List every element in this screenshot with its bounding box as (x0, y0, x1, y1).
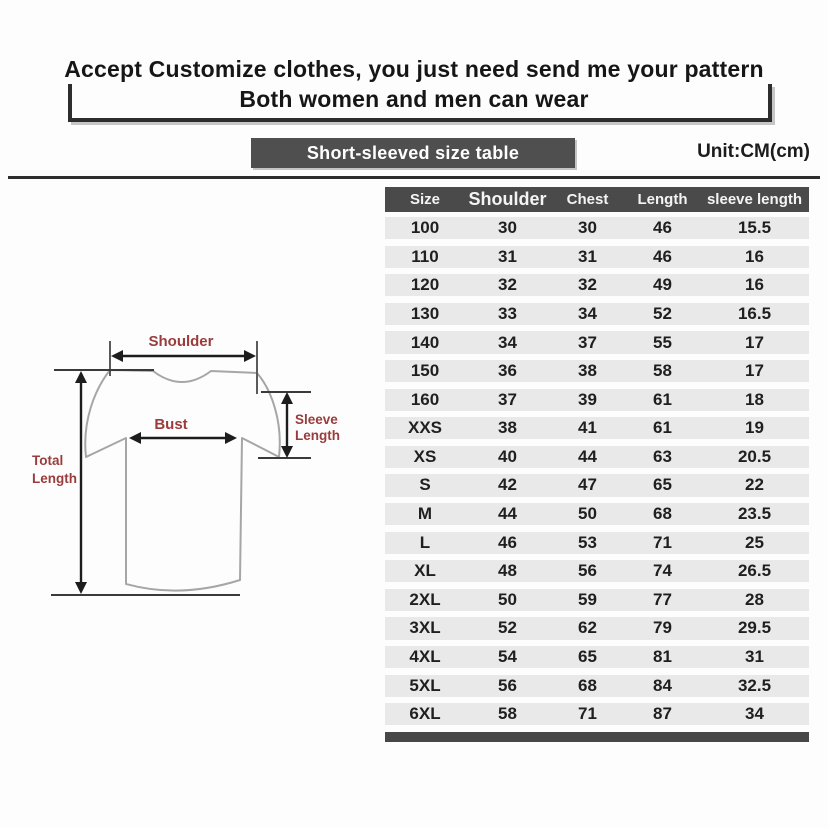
table-cell: 55 (653, 332, 672, 352)
table-cell: 28 (745, 589, 764, 609)
table-cell: 52 (653, 303, 672, 323)
table-cell: 34 (578, 303, 597, 323)
table-cell: 31 (745, 647, 764, 667)
table-cell: 34 (498, 332, 517, 352)
table-cell: 68 (578, 675, 597, 695)
table-cell: 65 (578, 647, 597, 667)
table-cell: 30 (498, 218, 517, 238)
table-row (385, 417, 809, 439)
table-cell: M (417, 504, 433, 524)
shoulder-label: Shoulder (148, 333, 214, 350)
table-row (385, 560, 809, 582)
table-cell: 22 (745, 475, 764, 495)
column-header-size: Size (409, 191, 440, 208)
column-header-chest: Chest (566, 191, 609, 208)
table-cell: 15.5 (737, 218, 772, 238)
table-cell: XS (413, 446, 437, 466)
table-cell: 31 (578, 246, 597, 266)
table-cell: 39 (578, 389, 597, 409)
table-cell: 52 (498, 618, 517, 638)
table-cell: 37 (578, 332, 597, 352)
table-cell: 74 (653, 561, 672, 581)
table-cell: 150 (410, 361, 440, 381)
table-cell: 16 (745, 246, 764, 266)
table-cell: 58 (498, 704, 517, 724)
arrowhead (281, 392, 293, 404)
column-header-sleeve-length: sleeve length (706, 191, 803, 208)
bust-label: Bust (154, 416, 188, 433)
size-table-header (385, 187, 809, 212)
table-cell: 110 (411, 246, 439, 266)
table-cell: 29.5 (737, 618, 772, 638)
table-cell: 58 (653, 361, 672, 381)
arrowhead (244, 350, 256, 362)
arrowhead (129, 432, 141, 444)
table-cell: 46 (498, 532, 517, 552)
table-cell: 61 (653, 389, 672, 409)
table-cell: 54 (498, 647, 517, 667)
arrowhead (281, 446, 293, 458)
table-cell: L (419, 532, 431, 552)
table-row (385, 360, 809, 382)
table-cell: 53 (578, 532, 597, 552)
table-cell: 50 (498, 589, 517, 609)
banner-line-2: Both women and men can wear (239, 86, 589, 112)
table-cell: 44 (498, 504, 517, 524)
table-row (385, 246, 809, 268)
table-bottom-bar (385, 732, 809, 742)
table-cell: 71 (578, 704, 597, 724)
table-cell: 50 (578, 504, 597, 524)
table-cell: 46 (653, 218, 672, 238)
table-cell: 26.5 (737, 561, 772, 581)
table-cell: 2XL (409, 589, 441, 609)
table-cell: 61 (653, 418, 672, 438)
table-cell: S (419, 475, 431, 495)
banner-frame (68, 84, 772, 122)
table-cell: XL (414, 561, 436, 581)
tshirt-outline (85, 370, 280, 591)
divider-line (8, 176, 820, 179)
arrowhead (111, 350, 123, 362)
table-cell: 44 (578, 446, 597, 466)
table-row (385, 474, 809, 496)
arrowhead (75, 582, 87, 594)
table-cell: 130 (410, 303, 440, 323)
table-row (385, 532, 809, 554)
table-cell: 34 (745, 704, 764, 724)
table-cell: 71 (653, 532, 672, 552)
table-cell: 87 (653, 704, 672, 724)
table-cell: 5XL (409, 675, 441, 695)
table-cell: 25 (745, 532, 764, 552)
table-cell: 40 (498, 446, 517, 466)
sleeve-length-label-line1: Sleeve (295, 412, 338, 427)
table-cell: 6XL (409, 704, 441, 724)
table-row (385, 617, 809, 639)
arrowhead (225, 432, 237, 444)
table-cell: 65 (653, 475, 672, 495)
table-cell: 18 (745, 389, 764, 409)
table-cell: XXS (407, 418, 443, 438)
banner-line-1: Accept Customize clothes, you just need send me your pattern (64, 56, 764, 82)
table-cell: 56 (578, 561, 597, 581)
sleeve-length-label-line2: Length (295, 428, 340, 443)
table-cell: 47 (578, 475, 597, 495)
column-header-shoulder: Shoulder (468, 189, 547, 209)
table-row (385, 503, 809, 525)
table-cell: 160 (410, 389, 440, 409)
table-cell: 77 (653, 589, 672, 609)
table-cell: 42 (498, 475, 517, 495)
table-cell: 46 (653, 246, 672, 266)
table-row (385, 389, 809, 411)
section-title: Short-sleeved size table (306, 142, 520, 163)
table-cell: 23.5 (737, 504, 772, 524)
table-row (385, 446, 809, 468)
table-cell: 4XL (409, 647, 441, 667)
table-cell: 38 (578, 361, 597, 381)
total-length-label-line1: Total (32, 453, 64, 468)
table-cell: 32 (498, 275, 517, 295)
table-cell: 36 (498, 361, 517, 381)
table-cell: 32 (578, 275, 597, 295)
table-cell: 16 (745, 275, 764, 295)
table-cell: 81 (653, 647, 672, 667)
table-cell: 31 (498, 246, 517, 266)
size-table-body (385, 217, 809, 725)
table-cell: 17 (745, 361, 764, 381)
table-cell: 30 (578, 218, 597, 238)
table-cell: 3XL (409, 618, 441, 638)
table-cell: 33 (498, 303, 517, 323)
table-cell: 19 (745, 418, 764, 438)
table-cell: 59 (578, 589, 597, 609)
table-cell: 49 (653, 275, 672, 295)
column-header-length: Length (637, 191, 688, 208)
table-row (385, 331, 809, 353)
table-cell: 79 (653, 618, 672, 638)
section-title-bar (251, 138, 575, 168)
table-cell: 16.5 (737, 303, 772, 323)
table-row (385, 303, 809, 325)
table-cell: 32.5 (737, 675, 772, 695)
size-table (385, 187, 809, 742)
table-row (385, 217, 809, 239)
table-cell: 48 (498, 561, 517, 581)
table-cell: 17 (745, 332, 764, 352)
table-cell: 56 (498, 675, 517, 695)
table-row (385, 675, 809, 697)
table-cell: 100 (410, 218, 440, 238)
table-row (385, 646, 809, 668)
arrowhead (75, 371, 87, 383)
table-cell: 120 (410, 275, 440, 295)
table-row (385, 274, 809, 296)
table-cell: 63 (653, 446, 672, 466)
table-row (385, 703, 809, 725)
table-cell: 68 (653, 504, 672, 524)
table-cell: 20.5 (737, 446, 772, 466)
table-cell: 37 (498, 389, 517, 409)
unit-label: Unit:CM(cm) (697, 141, 810, 162)
table-cell: 41 (578, 418, 597, 438)
table-row (385, 589, 809, 611)
table-cell: 62 (578, 618, 597, 638)
table-cell: 140 (410, 332, 440, 352)
table-cell: 38 (498, 418, 517, 438)
total-length-label-line2: Length (32, 471, 77, 486)
tshirt-measurement-diagram (18, 326, 368, 616)
table-cell: 84 (653, 675, 672, 695)
